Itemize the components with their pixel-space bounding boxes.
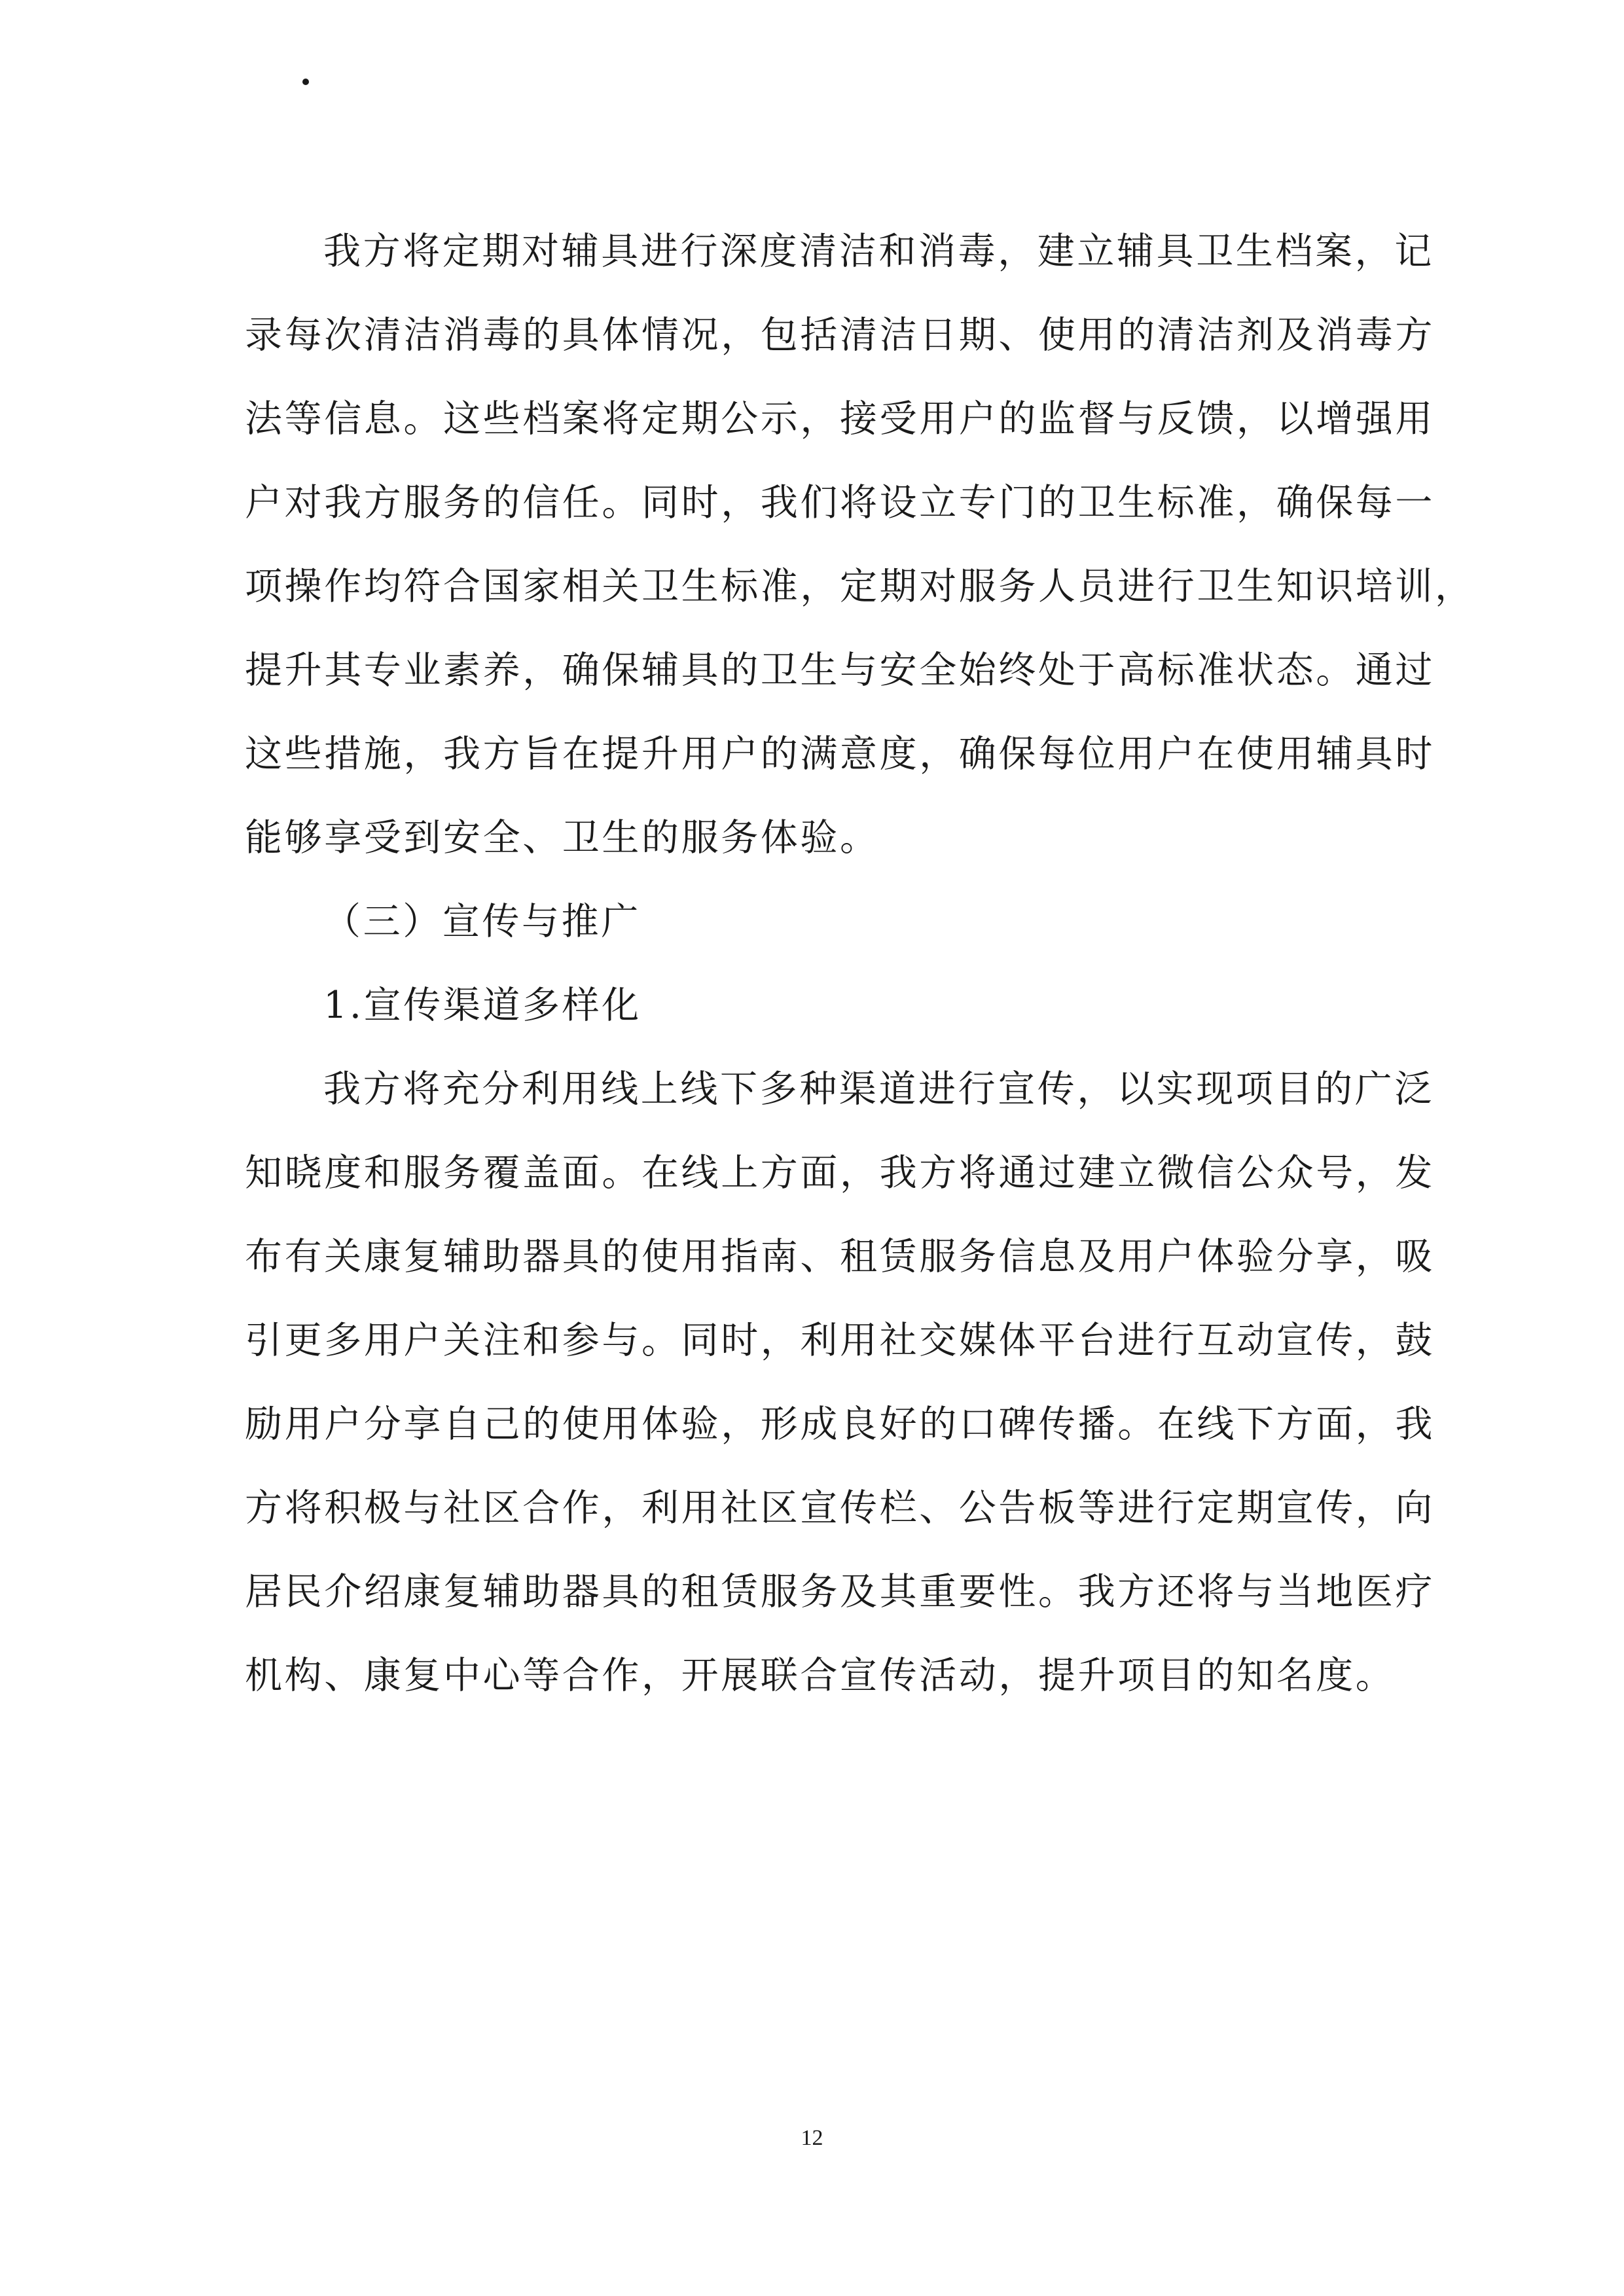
- paragraph-1-line-3: 法等信息。这些档案将定期公示，接受用户的监督与反馈，以增强用: [245, 397, 1435, 440]
- paragraph-1-line-1: 我方将定期对辅具进行深度清洁和消毒，建立辅具卫生档案，记: [323, 230, 1434, 273]
- paragraph-2-line-3: 布有关康复辅助器具的使用指南、租赁服务信息及用户体验分享，吸: [245, 1235, 1435, 1278]
- paragraph-1-line-2: 录每次清洁消毒的具体情况，包括清洁日期、使用的清洁剂及消毒方: [245, 314, 1435, 357]
- page-number: 12: [801, 2126, 823, 2150]
- section-heading: （三）宣传与推广: [323, 900, 641, 943]
- paragraph-2-line-1: 我方将充分利用线上线下多种渠道进行宣传，以实现项目的广泛: [323, 1067, 1434, 1111]
- body-text: [245, 209, 1475, 1717]
- paragraph-2-line-2: 知晓度和服务覆盖面。在线上方面，我方将通过建立微信公众号，发: [245, 1151, 1435, 1194]
- paragraph-2-line-8: 机构、康复中心等合作，开展联合宣传活动，提升项目的知名度。: [245, 1654, 1396, 1697]
- paragraph-1-line-8: 能够享受到安全、卫生的服务体验。: [245, 816, 880, 859]
- paragraph-1-line-7: 这些措施，我方旨在提升用户的满意度，确保每位用户在使用辅具时: [245, 732, 1435, 776]
- paragraph-2-line-7: 居民介绍康复辅助器具的租赁服务及其重要性。我方还将与当地医疗: [245, 1570, 1435, 1613]
- subsection-heading: 1.宣传渠道多样化: [323, 984, 641, 1027]
- paragraph-2-line-5: 励用户分享自己的使用体验，形成良好的口碑传播。在线下方面，我: [245, 1403, 1435, 1446]
- paragraph-2-line-6: 方将积极与社区合作，利用社区宣传栏、公告板等进行定期宣传，向: [245, 1486, 1435, 1530]
- paragraph-2-line-4: 引更多用户关注和参与。同时，利用社交媒体平台进行互动宣传，鼓: [245, 1319, 1435, 1362]
- paragraph-1-line-6: 提升其专业素养，确保辅具的卫生与安全始终处于高标准状态。通过: [245, 649, 1435, 692]
- paragraph-1-line-4: 户对我方服务的信任。同时，我们将设立专门的卫生标准，确保每一: [245, 481, 1435, 524]
- paragraph-1-line-5: 项操作均符合国家相关卫生标准，定期对服务人员进行卫生知识培训，: [245, 565, 1475, 608]
- header-dot-mark: [302, 79, 309, 85]
